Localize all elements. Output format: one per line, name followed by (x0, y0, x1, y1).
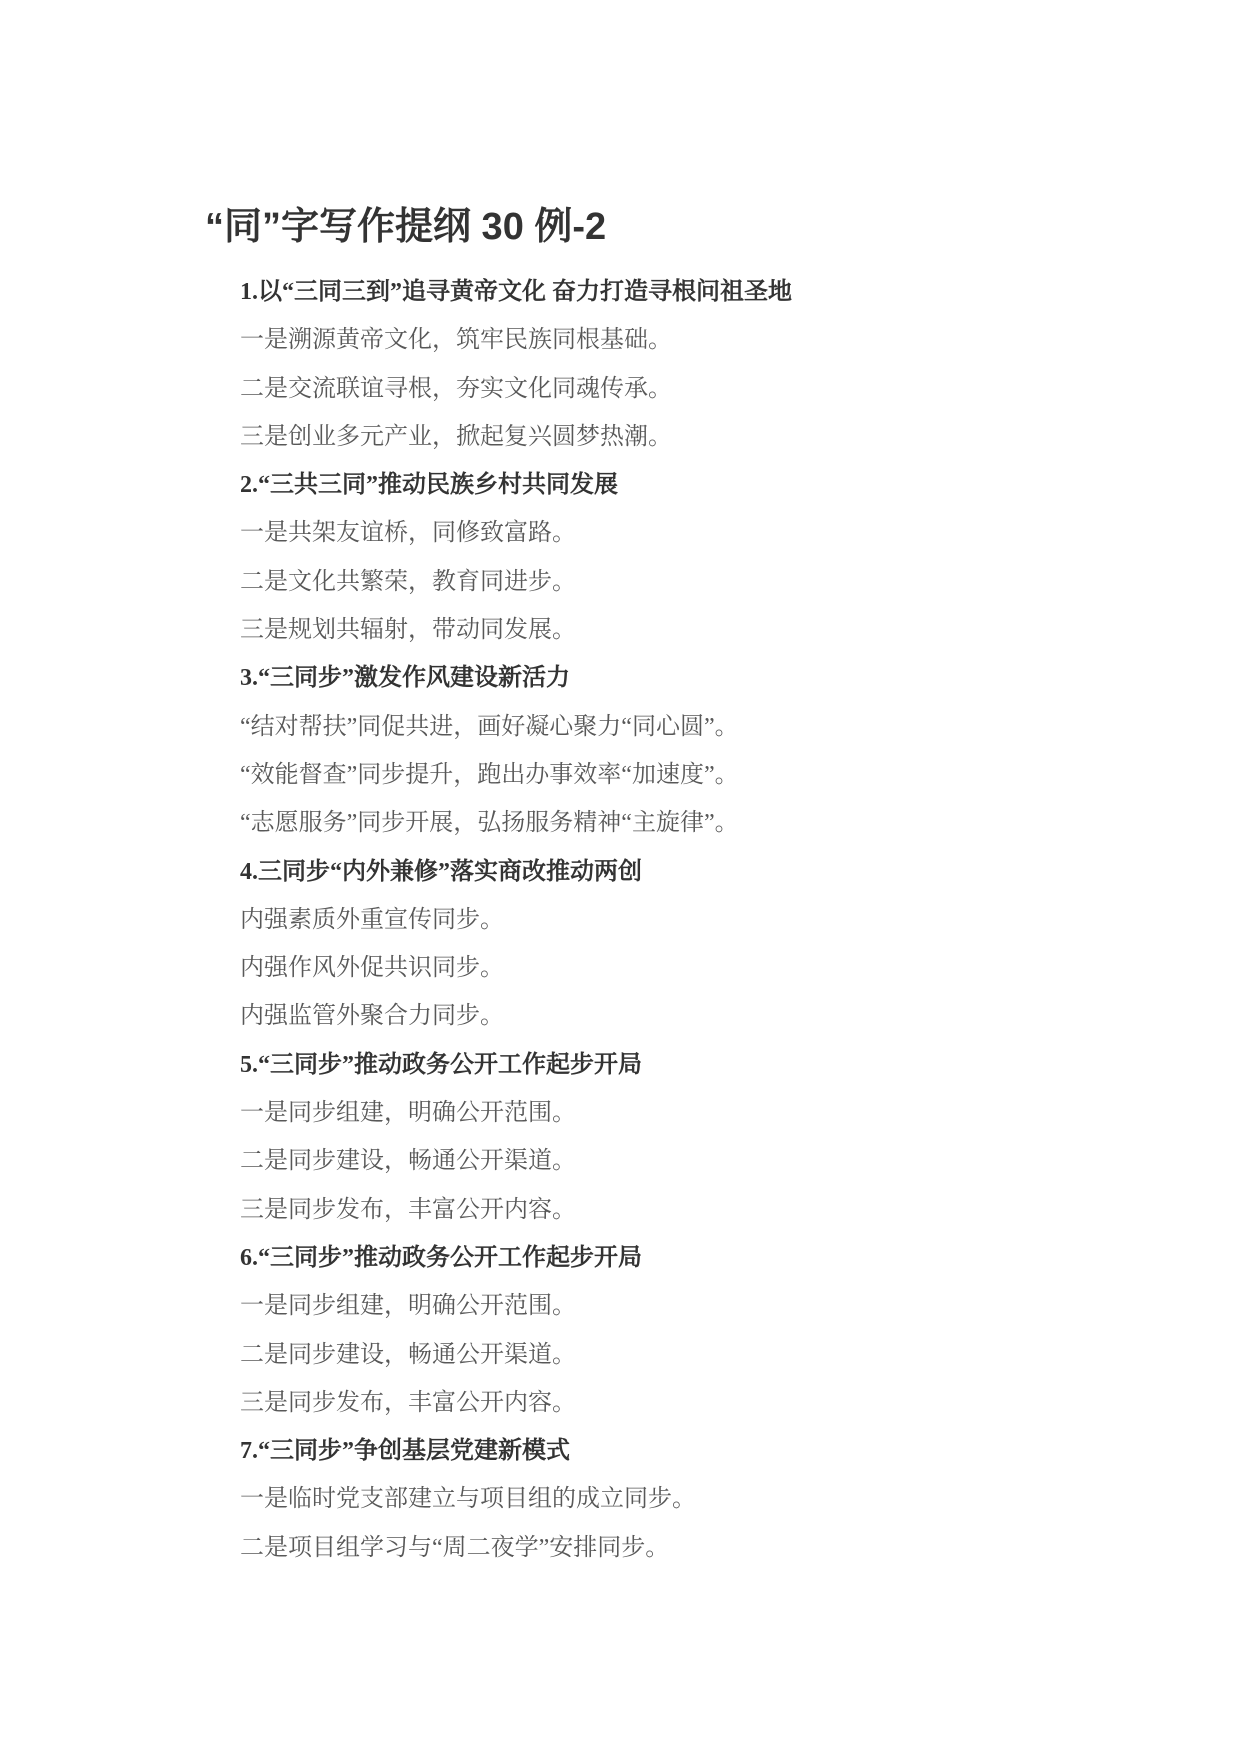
section-heading: 3.“三同步”激发作风建设新活力 (240, 665, 570, 692)
outline-list (240, 268, 1200, 1572)
outline-item: 一是溯源黄帝文化，筑牢民族同根基础。 (240, 327, 672, 354)
outline-item: “结对帮扶”同促共进，画好凝心聚力“同心圆”。 (240, 713, 739, 740)
outline-item: 二是同步建设，畅通公开渠道。 (240, 1148, 576, 1175)
section-heading: 6.“三同步”推动政务公开工作起步开局 (240, 1244, 642, 1271)
outline-item: 三是同步发布，丰富公开内容。 (240, 1389, 576, 1416)
outline-item: 二是项目组学习与“周二夜学”安排同步。 (240, 1534, 670, 1561)
outline-item: 一是同步组建，明确公开范围。 (240, 1293, 576, 1320)
outline-item: “效能督查”同步提升，跑出办事效率“加速度”。 (240, 761, 739, 788)
section-heading: 4.三同步“内外兼修”落实商改推动两创 (240, 858, 642, 885)
outline-item: 内强监管外聚合力同步。 (240, 1003, 504, 1030)
outline-item: 内强作风外促共识同步。 (240, 955, 504, 982)
outline-item: 三是规划共辐射，带动同发展。 (240, 617, 576, 644)
outline-item: 内强素质外重宣传同步。 (240, 906, 504, 933)
outline-item: 一是共架友谊桥，同修致富路。 (240, 520, 576, 547)
outline-item: “志愿服务”同步开展，弘扬服务精神“主旋律”。 (240, 810, 739, 837)
outline-item: 三是创业多元产业，掀起复兴圆梦热潮。 (240, 423, 672, 450)
outline-item: 二是交流联谊寻根，夯实文化同魂传承。 (240, 375, 672, 402)
section-heading: 5.“三同步”推动政务公开工作起步开局 (240, 1051, 642, 1078)
outline-item: 一是临时党支部建立与项目组的成立同步。 (240, 1486, 696, 1513)
outline-item: 三是同步发布，丰富公开内容。 (240, 1196, 576, 1223)
section-heading: 7.“三同步”争创基层党建新模式 (240, 1438, 570, 1465)
section-heading: 1.以“三同三到”追寻黄帝文化 奋力打造寻根问祖圣地 (240, 279, 792, 305)
section-heading: 2.“三共三同”推动民族乡村共同发展 (240, 472, 618, 499)
outline-item: 二是文化共繁荣，教育同进步。 (240, 568, 576, 595)
outline-item: 一是同步组建，明确公开范围。 (240, 1100, 576, 1127)
document-title: “同”字写作提纲 30 例-2 (205, 206, 607, 248)
outline-item: 二是同步建设，畅通公开渠道。 (240, 1341, 576, 1368)
